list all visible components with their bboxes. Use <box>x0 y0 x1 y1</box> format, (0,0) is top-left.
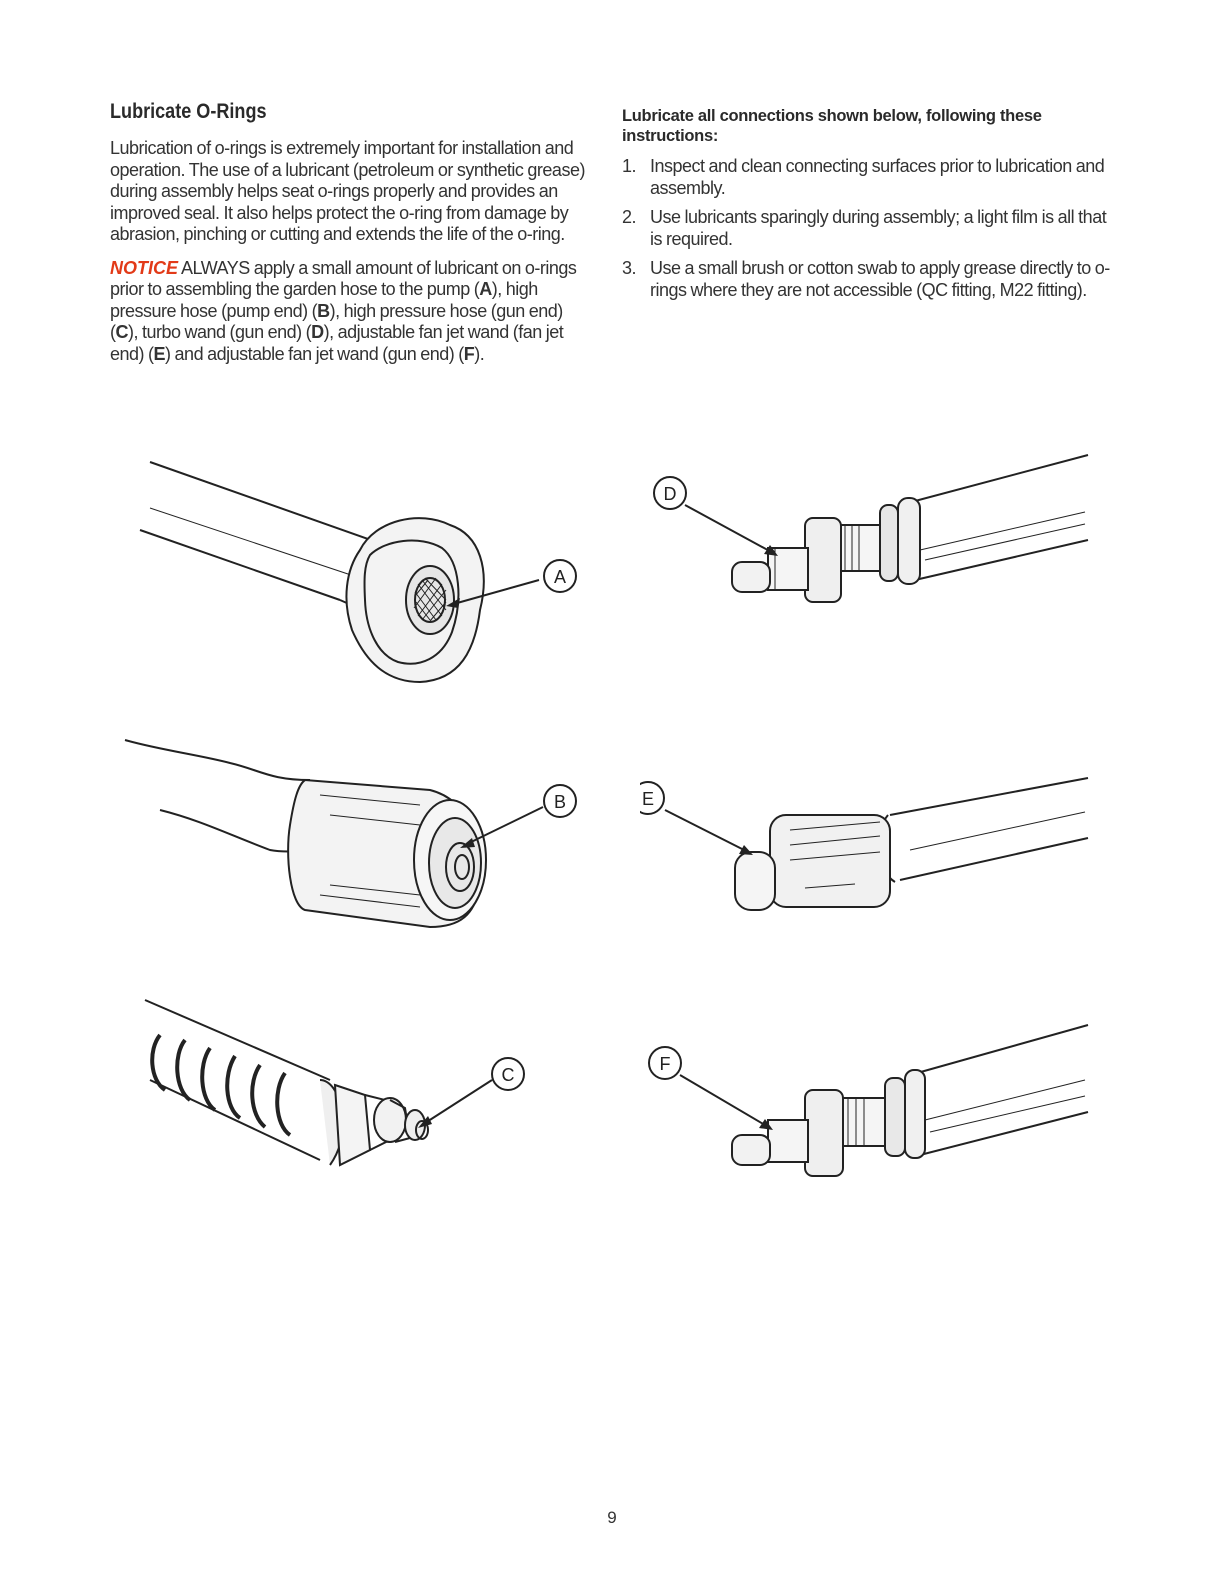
instruction-step <box>622 258 1112 301</box>
notice-text: ). <box>474 343 485 364</box>
figure-f-fan-jet-gun-end <box>640 1020 1100 1180</box>
instruction-list <box>622 156 1112 301</box>
left-column <box>110 100 590 377</box>
notice-text: ), adjustable fan jet wand (fan jet end) ( <box>110 322 564 364</box>
callout-c-marker <box>418 1058 524 1128</box>
figure-d-turbo-wand <box>640 450 1100 620</box>
notice-text: ), turbo wand (gun end) ( <box>128 322 312 342</box>
callout-f-marker <box>649 1047 773 1130</box>
instructions-heading: Lubricate all connections shown below, following these instructions: <box>622 107 1042 145</box>
notice-text: ), high pressure hose (pump end) ( <box>110 279 538 321</box>
callout-e-marker <box>640 782 753 855</box>
callout-b-label: B <box>553 792 567 812</box>
step-number: 2. <box>622 207 637 227</box>
notice-label: NOTICE <box>110 257 179 278</box>
callout-f-label: F <box>659 1054 671 1074</box>
notice-paragraph <box>110 258 590 366</box>
callout-b: B <box>317 300 330 321</box>
instruction-step <box>622 156 1112 199</box>
callout-a: A <box>479 279 492 299</box>
callout-c: C <box>115 322 128 342</box>
figure-c-turbo-wand-gun-end <box>140 990 590 1210</box>
callout-d-label: D <box>663 484 677 504</box>
callout-d-marker <box>654 477 778 556</box>
callout-d: D <box>311 322 324 342</box>
section-title: Lubricate O-Rings <box>110 100 267 123</box>
step-text: Use lubricants sparingly during assembly; a light film is all that is required. <box>650 207 1107 249</box>
notice-text: ALWAYS apply a small amount of lubricant on o-rings prior to assembling the garden hose to the pump ( <box>110 257 577 299</box>
callout-b-marker <box>460 785 576 848</box>
callout-c-label: C <box>501 1065 515 1085</box>
callout-e: E <box>153 343 166 364</box>
figure-b-hose-pump-end <box>120 735 590 945</box>
page-number: 9 <box>607 1508 617 1527</box>
callout-f: F <box>463 343 475 364</box>
step-number: 3. <box>622 258 637 278</box>
step-text: Inspect and clean connecting surfaces prior to lubrication and assembly. <box>650 156 1105 198</box>
figure-a-garden-hose <box>130 450 610 710</box>
notice-text: ), high pressure hose (gun end) ( <box>110 300 563 342</box>
callout-a-label: A <box>553 567 567 587</box>
right-column <box>622 106 1112 309</box>
notice-text: ) and adjustable fan jet wand (gun end) ( <box>165 343 464 364</box>
step-number: 1. <box>622 156 637 176</box>
instruction-step <box>622 207 1112 250</box>
step-text: Use a small brush or cotton swab to apply grease directly to o-rings where they are not accessible (QC fitting, M22 fitting). <box>650 258 1110 300</box>
figure-e-fan-jet-end <box>640 770 1100 920</box>
callout-e-label: E <box>641 789 655 809</box>
lubrication-paragraph: Lubrication of o-rings is extremely important for installation and operation. The use of a lubricant (petroleum or synthetic grease) during assembly helps seat o-rings properly and provides an improved seal. It also helps protect the o-ring from damage by abrasion, pinching or cutting and extends the life of the o-ring. <box>110 138 585 244</box>
